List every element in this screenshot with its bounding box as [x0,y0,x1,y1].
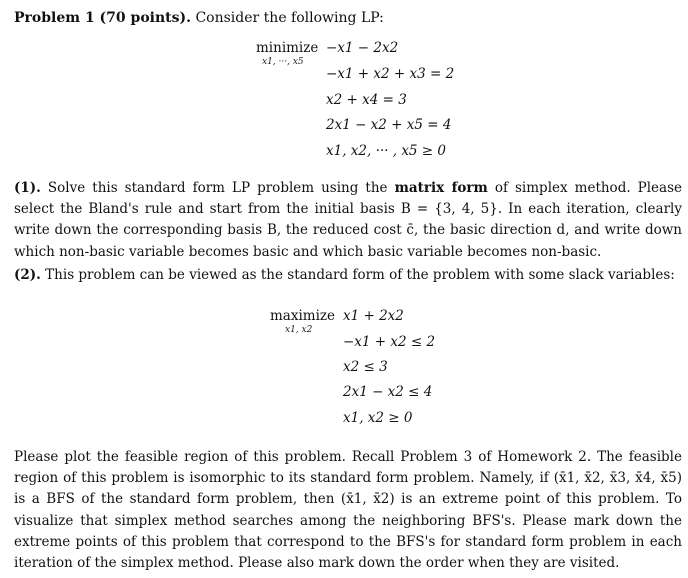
part1-paragraph [14,178,682,263]
lp2-constraint-2: x2 ≤ 3 [343,359,388,375]
closing-paragraph [14,447,682,574]
lp2-constraint-4: x1, x2 ≥ 0 [343,410,413,426]
lp2-objective: x1 + 2x2 [343,308,404,324]
lp1-constraint-1: −x1 + x2 + x3 = 2 [326,66,455,82]
lp2-sense: maximize [270,308,336,324]
closing-text: Please plot the feasible region of this problem. Recall Problem 3 of Homework 2. The feasible region of this problem is isomorphic to its standard form problem. Namely, if (x̄1, x̄2, x̄3, x̄4, x̄5) is a BFS of the standard form problem, then (x̄1, x̄2) is an extreme point of this problem. To visualize that simplex method searches among the neighboring BFS's. Please mark down the extreme points of this problem that correspond to the BFS's for standard form problem in each iteration of the simplex method. Please also mark down the order when they are visited. [14,449,682,572]
lp2-constraint-1: −x1 + x2 ≤ 2 [343,334,436,350]
part2-label: (2). [14,267,41,283]
part1-text-b: of simplex method. Please select the Bland's rule and start from the initial basis B = {3, 4, 5}. In each iteration, clearly write down the corresponding basis B, the reduced cost c̄, the basic direction d, and write down which non-basic variable becomes basic and which basic variable becomes non-basic. [14,180,683,260]
part1-label: (1). [14,180,41,196]
part2-paragraph [14,265,682,286]
part1-emphasis: matrix form [394,180,488,196]
lp1-objective: −x1 − 2x2 [326,40,399,56]
lp1-sense: minimize [256,40,319,56]
problem-intro: Consider the following LP: [195,10,384,26]
part1-text-a: Solve this standard form LP problem using the [47,180,388,196]
problem-title: Problem 1 (70 points). [14,10,192,26]
lp2-constraint-3: 2x1 − x2 ≤ 4 [343,384,433,400]
lp1-constraint-2: x2 + x4 = 3 [326,92,407,108]
lp1-variables: x1, ···, x5 [262,57,304,67]
lp1-constraint-3: 2x1 − x2 + x5 = 4 [326,117,452,133]
part2-text: This problem can be viewed as the standard form of the problem with some slack variables: [45,267,675,283]
problem-header [14,8,682,28]
lp2-variables: x1, x2 [285,325,313,335]
lp1-constraint-4: x1, x2, ··· , x5 ≥ 0 [326,143,447,159]
